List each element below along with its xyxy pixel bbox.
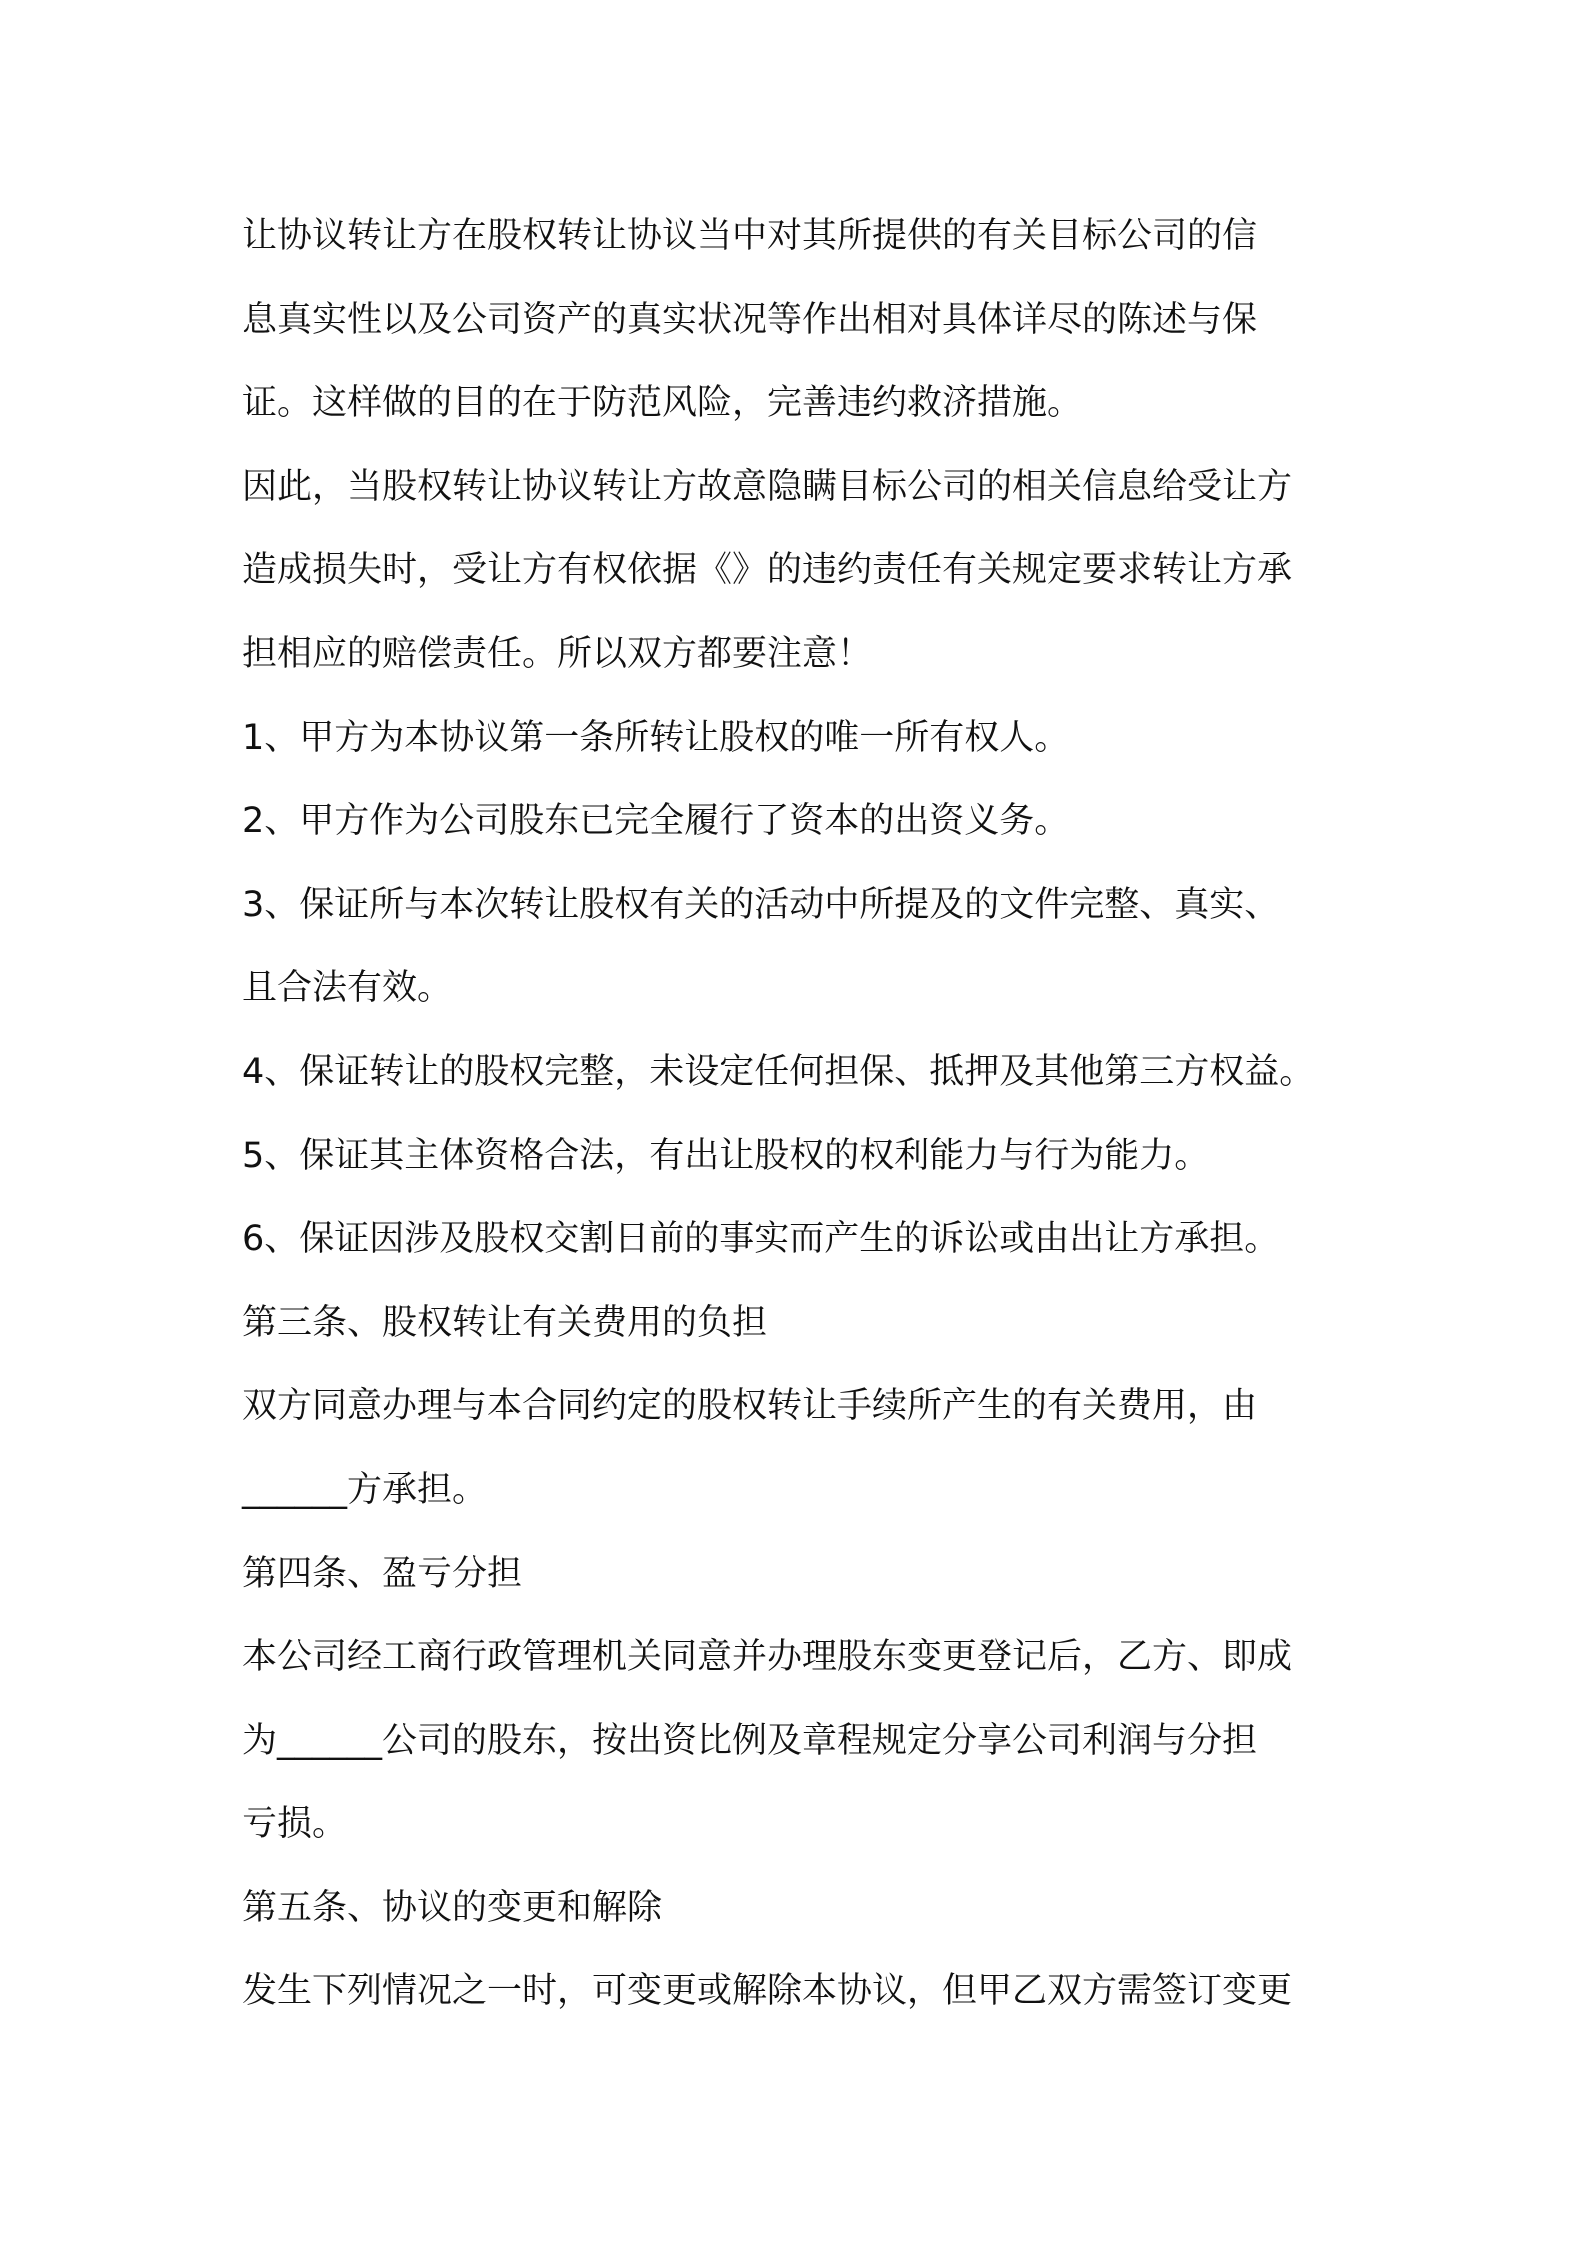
document-paragraph: [242, 780, 1362, 864]
paragraph-line: ______方承担。: [242, 1469, 488, 1510]
paragraph-line: 证。这样做的目的在于防范风险，完善违约救济措施。: [242, 383, 1083, 424]
document-paragraph: [242, 697, 1362, 781]
paragraph-line: 为______公司的股东，按出资比例及章程规定分享公司利润与分担: [242, 1720, 1258, 1761]
paragraph-line: 亏损。: [242, 1804, 348, 1845]
paragraph-line: 因此，当股权转让协议转让方故意隐瞒目标公司的相关信息给受让方: [242, 466, 1293, 507]
document-paragraph: [242, 864, 1362, 1031]
paragraph-line: 担相应的赔偿责任。所以双方都要注意！: [242, 633, 873, 674]
document-paragraph: [242, 1115, 1362, 1199]
document-paragraph: [242, 1533, 1362, 1617]
document-paragraph: [242, 195, 1362, 446]
document-paragraph: [242, 446, 1362, 697]
paragraph-line: 本公司经工商行政管理机关同意并办理股东变更登记后，乙方、即成: [242, 1637, 1293, 1678]
paragraph-line: 第三条、股权转让有关费用的负担: [242, 1302, 768, 1343]
document-paragraph: [242, 1031, 1362, 1115]
paragraph-line: 让协议转让方在股权转让协议当中对其所提供的有关目标公司的信: [242, 216, 1258, 256]
paragraph-line: 3、保证所与本次转让股权有关的活动中所提及的文件完整、真实、: [242, 884, 1280, 925]
document-paragraph: [242, 1616, 1362, 1867]
document-body: [242, 195, 1362, 2034]
document-paragraph: [242, 1950, 1362, 2034]
paragraph-line: 2、甲方作为公司股东已完全履行了资本的出资义务。: [242, 801, 1070, 842]
paragraph-line: 双方同意办理与本合同约定的股权转让手续所产生的有关费用，由: [242, 1386, 1258, 1427]
paragraph-line: 息真实性以及公司资产的真实状况等作出相对具体详尽的陈述与保: [242, 299, 1258, 340]
document-paragraph: [242, 1198, 1362, 1282]
paragraph-line: 且合法有效。: [242, 968, 453, 1009]
document-paragraph: [242, 1365, 1362, 1532]
paragraph-line: 1、甲方为本协议第一条所转让股权的唯一所有权人。: [242, 717, 1070, 758]
paragraph-line: 第四条、盈亏分担: [242, 1553, 523, 1594]
document-paragraph: [242, 1282, 1362, 1366]
paragraph-line: 4、保证转让的股权完整，未设定任何担保、抵押及其他第三方权益。: [242, 1051, 1315, 1092]
document-paragraph: [242, 1867, 1362, 1951]
paragraph-line: 发生下列情况之一时，可变更或解除本协议，但甲乙双方需签订变更: [242, 1971, 1293, 2012]
paragraph-line: 5、保证其主体资格合法，有出让股权的权利能力与行为能力。: [242, 1135, 1210, 1176]
paragraph-line: 6、保证因涉及股权交割日前的事实而产生的诉讼或由出让方承担。: [242, 1219, 1280, 1260]
paragraph-line: 第五条、协议的变更和解除: [242, 1887, 663, 1928]
paragraph-line: 造成损失时，受让方有权依据《》的违约责任有关规定要求转让方承: [242, 550, 1293, 591]
